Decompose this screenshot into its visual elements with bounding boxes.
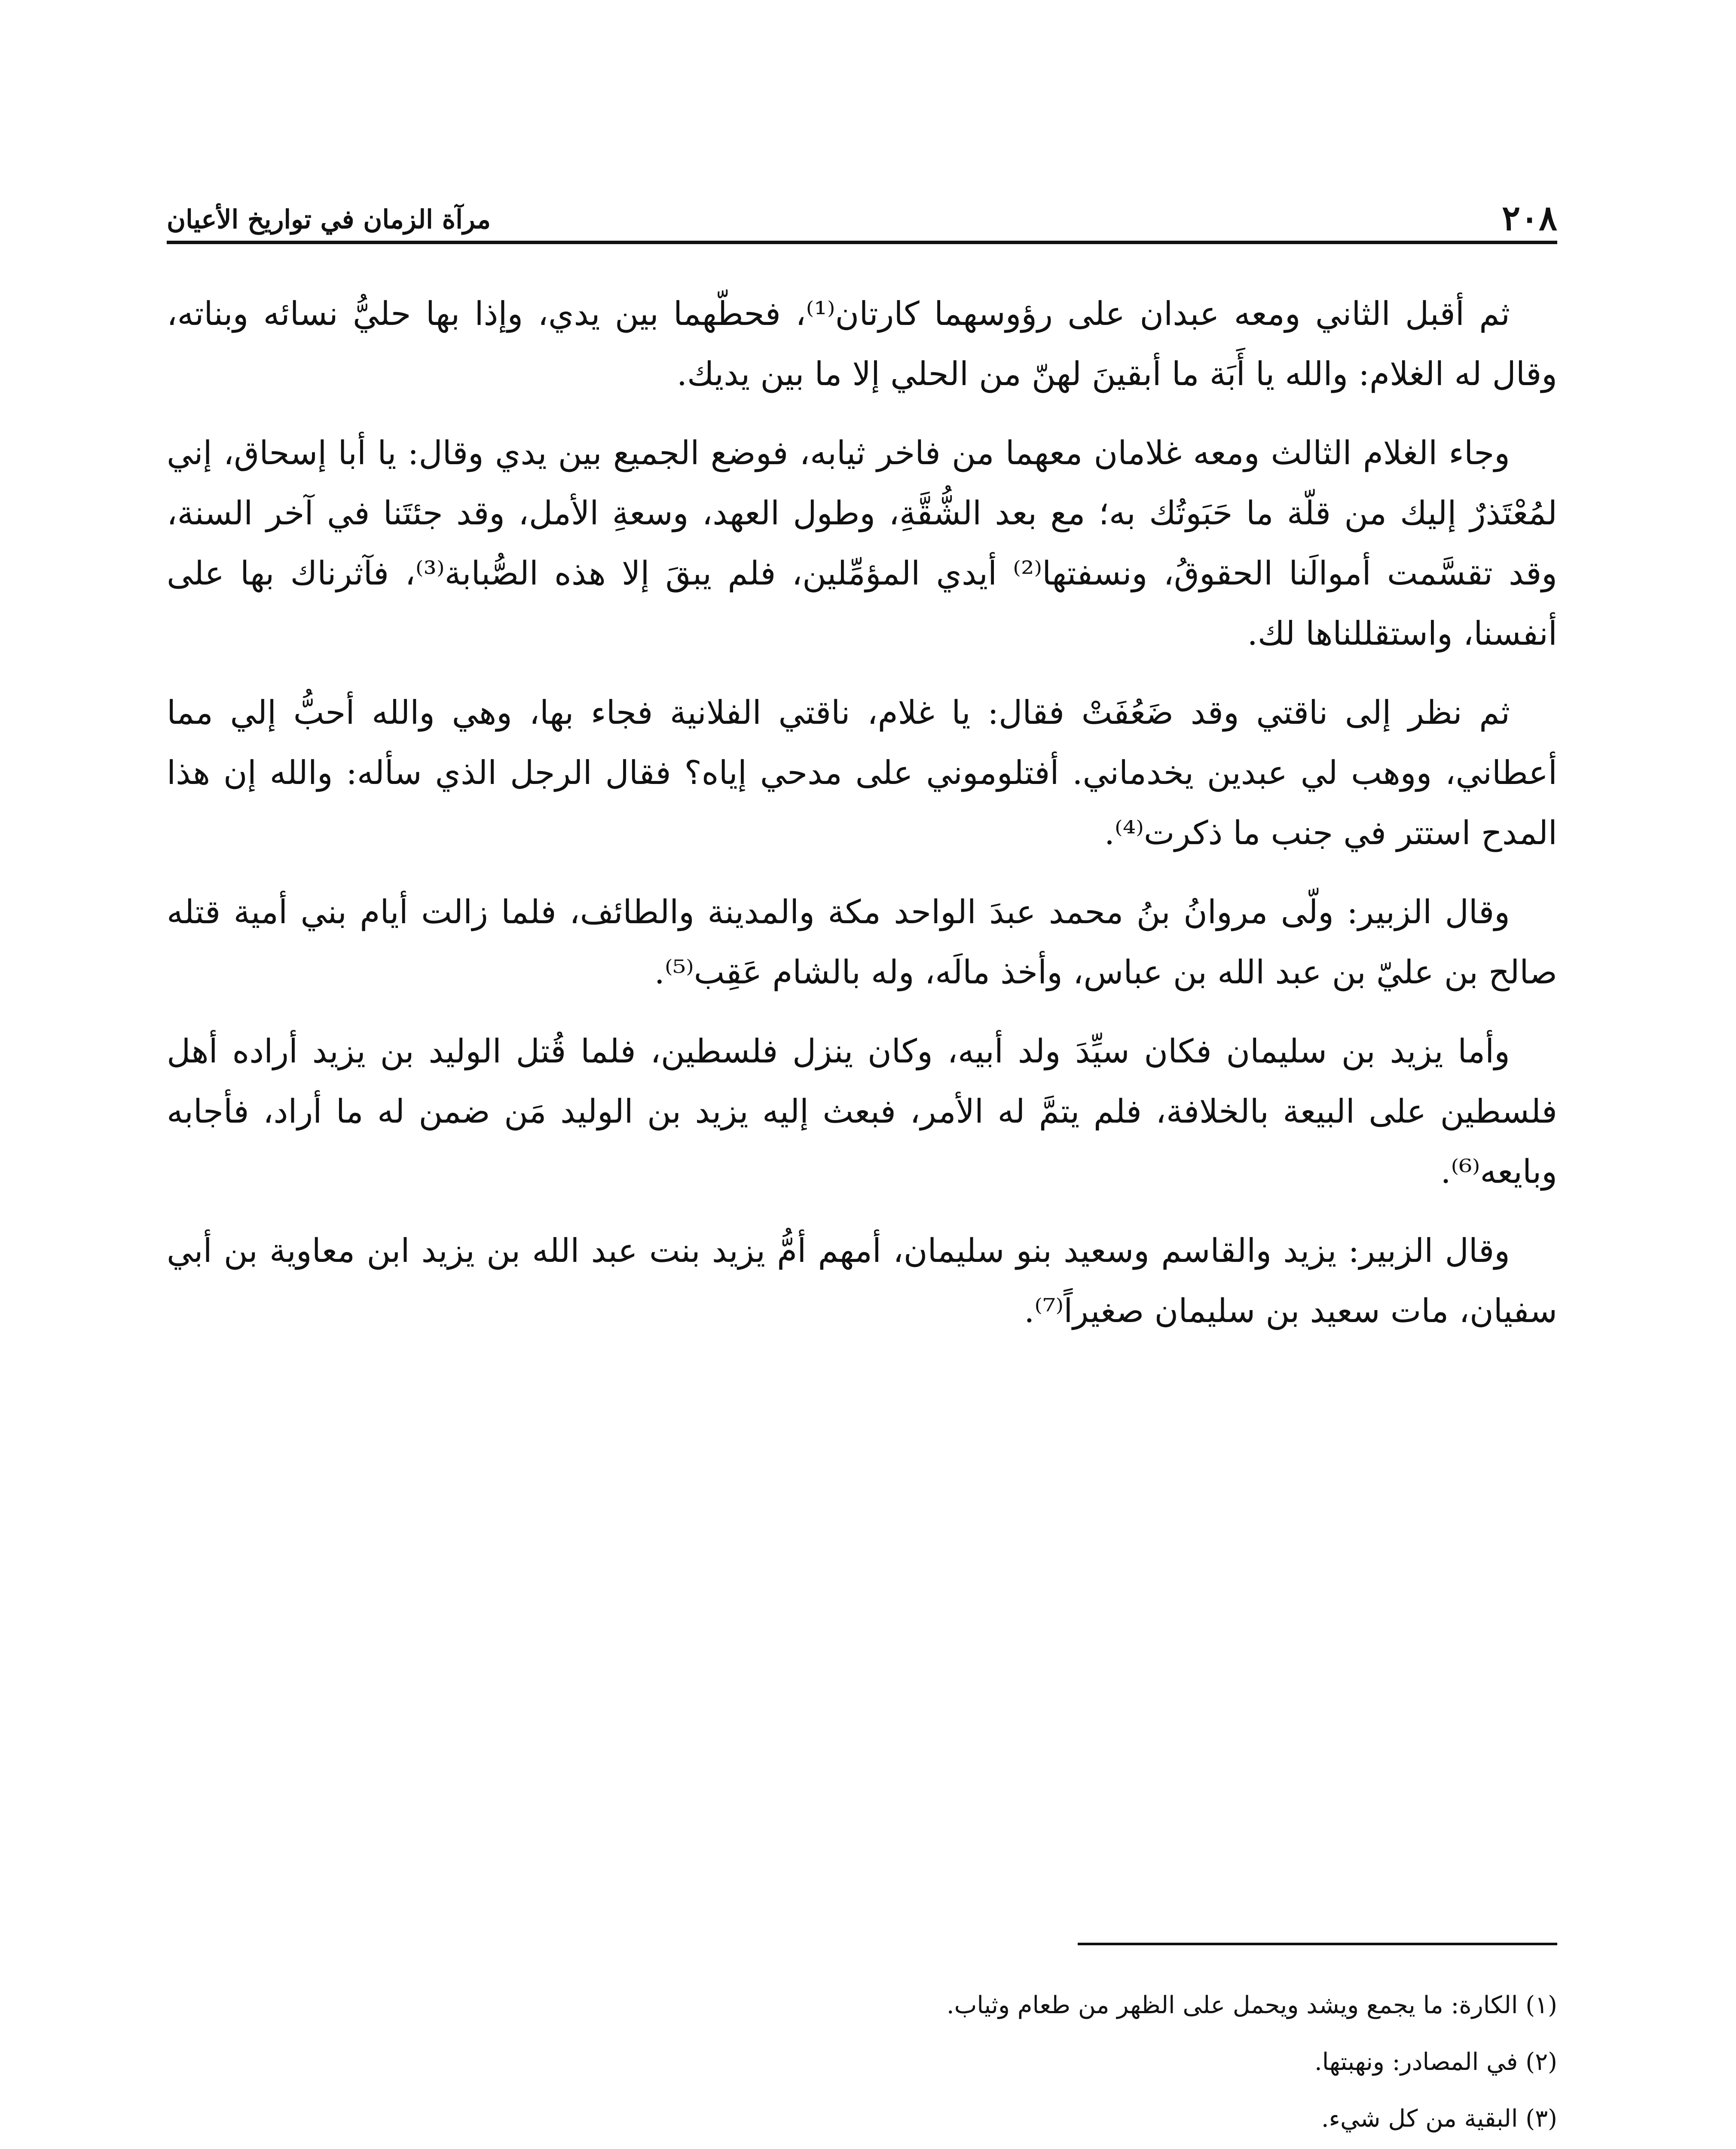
footnote: (٢) في المصادر: ونهبتها. [1314,2048,1557,2076]
paragraph: ثم أقبل الثاني ومعه عبدان على رؤوسهما كارتان⁽¹⁾، فحطّهما بين يدي، وإذا بها حليُّ نسائه وبناته، وقال له الغلام: والله يا أَبَة ما أبقينَ لهنّ من الحلي إلا ما بين يديك. [167,294,1557,393]
footnote-separator [1078,1943,1557,1945]
footnotes-list [167,1977,1557,2149]
book-title: مرآة الزمان في تواريخ الأعيان [167,205,491,235]
main-text [167,284,1557,1360]
paragraph: وأما يزيد بن سليمان فكان سيِّدَ ولد أبيه، وكان ينزل فلسطين، فلما قُتل الوليد بن يزيد أراده أهل فلسطين على البيعة بالخلافة، فلم يتمَّ له الأمر، فبعث إليه يزيد بن الوليد مَن ضمن له ما أراد، فأجابه وبايعه⁽⁶⁾. [167,1032,1557,1191]
running-header [167,176,1557,244]
paragraph: وجاء الغلام الثالث ومعه غلامان معهما من فاخر ثيابه، فوضع الجميع بين يدي وقال: يا أبا إسحاق، إني لمُعْتَذرٌ إليك من قلّة ما حَبَوتُك به؛ مع بعد الشُّقَّةِ، وطول العهد، وسعةِ الأمل، وقد جئتَنا في آخر السنة، وقد تقسَّمت أموالَنا الحقوقُ، ونسفتها⁽²⁾ أيدي المؤمِّلين، فلم يبقَ إلا هذه الصُّبابة⁽³⁾، فآثرناك بها على أنفسنا، واستقللناها لك. [167,434,1557,652]
paragraph: ثم نظر إلى ناقتي وقد ضَعُفَتْ فقال: يا غلام، ناقتي الفلانية فجاء بها، وهي والله أحبُّ إلي مما أعطاني، ووهب لي عبدين يخدماني. أفتلوموني على مدحي إياه؟ فقال الرجل الذي سأله: والله إن هذا المدح استتر في جنب ما ذكرت⁽⁴⁾. [167,693,1557,852]
footnote: (١) الكارة: ما يجمع ويشد ويحمل على الظهر من طعام وثياب. [946,1991,1557,2019]
paragraph: وقال الزبير: يزيد والقاسم وسعيد بنو سليمان، أمهم أمُّ يزيد بنت عبد الله بن يزيد ابن معاوية بن أبي سفيان، مات سعيد بن سليمان صغيراً⁽⁷⁾. [167,1231,1557,1330]
footnote: (٣) البقية من كل شيء. [1321,2105,1557,2133]
page-number: ٢٠٨ [1502,198,1557,238]
footnote [167,2147,1557,2149]
paragraph: وقال الزبير: ولّى مروانُ بنُ محمد عبدَ الواحد مكة والمدينة والطائف، فلما زالت أيام بني أمية قتله صالح بن عليّ بن عبد الله بن عباس، وأخذ مالَه، وله بالشام عَقِب⁽⁵⁾. [167,893,1557,991]
